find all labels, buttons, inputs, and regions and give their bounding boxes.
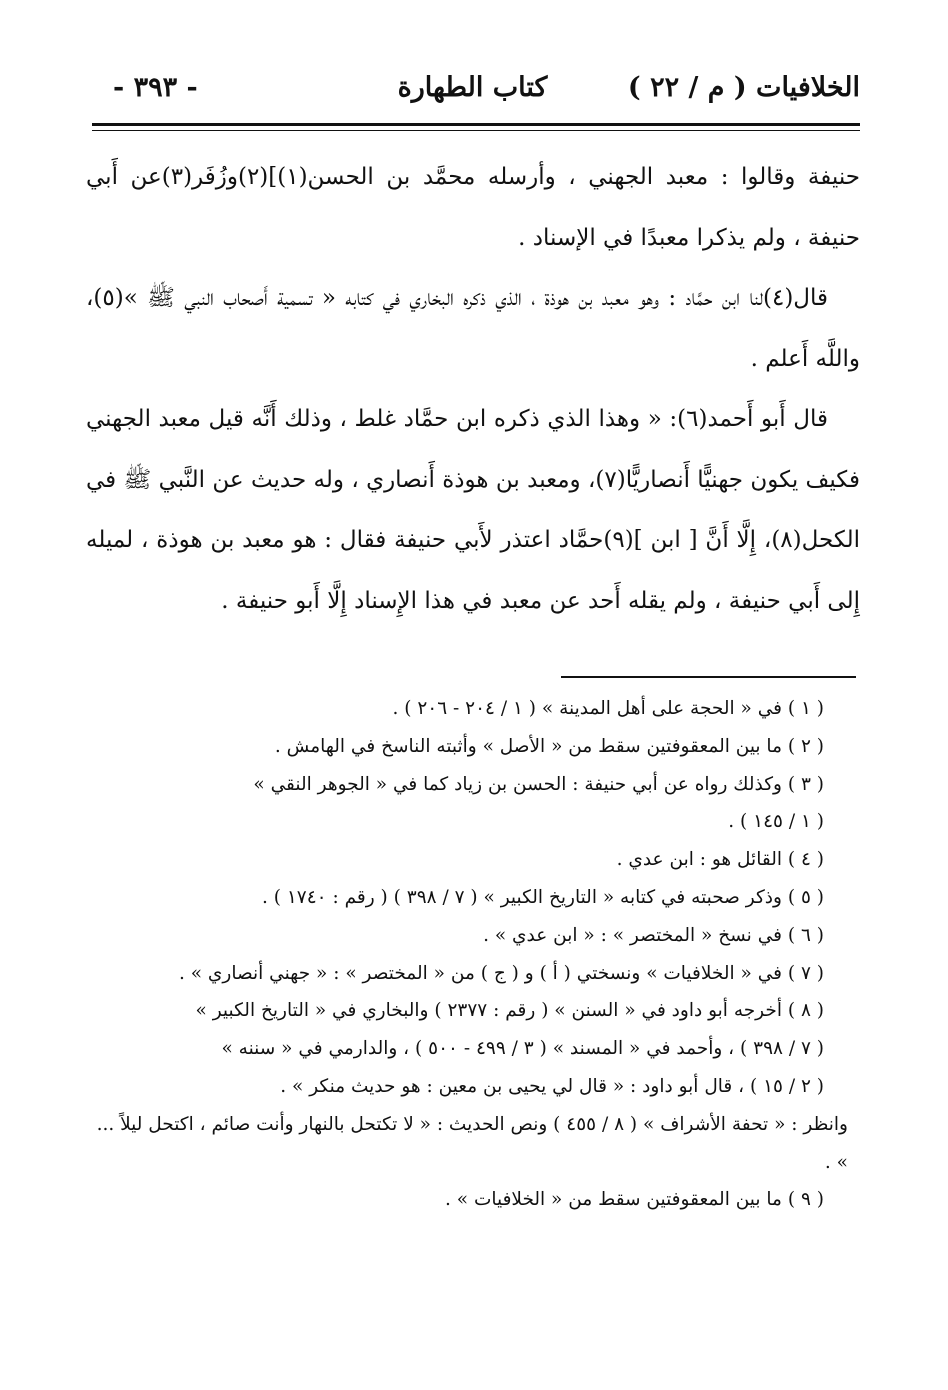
footnotes xyxy=(86,690,860,1219)
footnote-note: وانظر : « تحفة الأشراف » ( ٨ / ٤٥٥ ) ونص الحديث : « لا تكتحل بالنهار وأنت صائم ، اكتحل ليلاً ... » . xyxy=(96,1113,848,1173)
paragraph: قال(٤)لنا ابن حمَّاد : وهو معبد بن هوذة ، الذي ذكره البخاري في كتابه « تسمية أَصحاب النبي ﷺ »(٥)، واللَّه أَعلم . xyxy=(86,285,860,372)
paragraph: حنيفة وقالوا : معبد الجهني ، وأرسله محمَّد بن الحسن(١)](٢)وزُفَر(٣)عن أَبي حنيفة ، ولم يذكرا معبدًا في الإسناد . xyxy=(86,164,860,251)
footnote: ( ١ ) في « الحجة على أهل المدينة » ( ١ / ٢٠٤ - ٢٠٦ ) . xyxy=(392,698,824,719)
paragraph: قال أَبو أَحمد(٦): « وهذا الذي ذكره ابن حمَّاد غلط ، وذلك أَنَّه قيل معبد الجهني فكيف يكون جهنيًّا أَنصاريًّا(٧)، ومعبد بن هوذة أَنصاري ، وله حديث عن النَّبي ﷺ في الكحل(٨)، إِلَّا أَنَّ [ ابن ](٩)حمَّاد اعتذر لأَبي حنيفة فقال : هو معبد بن هوذة ، لميله إِلى أَبي حنيفة ، ولم يقله أَحد عن معبد في هذا الإِسناد إِلَّا أَبو حنيفة . xyxy=(86,406,860,614)
page-number: - ٣٩٣ - xyxy=(113,72,198,103)
main-text xyxy=(86,147,860,631)
book-title: الخلافيات ( م / ٢٢ ) xyxy=(627,72,860,103)
footnote: ( ٩ ) ما بين المعقوفتين سقط من « الخلافيات » . xyxy=(444,1189,824,1211)
footnote: ( ٤ ) القائل هو : ابن عدي . xyxy=(616,849,824,871)
chapter-title: كتاب الطهارة xyxy=(397,72,548,103)
footnote: ( ٦ ) في نسخ « المختصر » : « ابن عدي » . xyxy=(483,924,824,946)
footnote-continuation: ( ١ / ١٤٥ ) . xyxy=(728,811,824,833)
footnote: ( ٨ ) أخرجه أبو داود في « السنن » ( رقم : ٢٣٧٧ ) والبخاري في « التاريخ الكبير » xyxy=(195,1000,824,1022)
footnote-continuation: ( ٧ / ٣٩٨ ) ، وأحمد في « المسند » ( ٣ / ٤٩٩ - ٥٠٠ ) ، والدارمي في « سننه » xyxy=(221,1038,824,1060)
footnote: ( ٣ ) وكذلك رواه عن أبي حنيفة : الحسن بن زياد كما في « الجوهر النقي » xyxy=(253,773,824,795)
footnote-separator xyxy=(561,676,856,678)
footnote: ( ٥ ) وذكر صحبته في كتابه « التاريخ الكبير » ( ٧ / ٣٩٨ ) ( رقم : ١٧٤٠ ) . xyxy=(261,886,824,908)
header-rule-thick xyxy=(92,123,860,126)
running-header xyxy=(85,66,860,118)
header-rule-thin xyxy=(92,130,860,131)
footnote: ( ٧ ) في « الخلافيات » ونسختي ( أ ) و ( ج ) من « المختصر » : « جهني أنصاري » . xyxy=(178,962,824,984)
footnote-continuation: ( ٢ / ١٥ ) ، قال أبو داود : « قال لي يحيى بن معين : هو حديث منكر » . xyxy=(280,1075,824,1097)
footnote: ( ٢ ) ما بين المعقوفتين سقط من « الأصل » وأثبته الناسخ في الهامش . xyxy=(274,735,824,757)
